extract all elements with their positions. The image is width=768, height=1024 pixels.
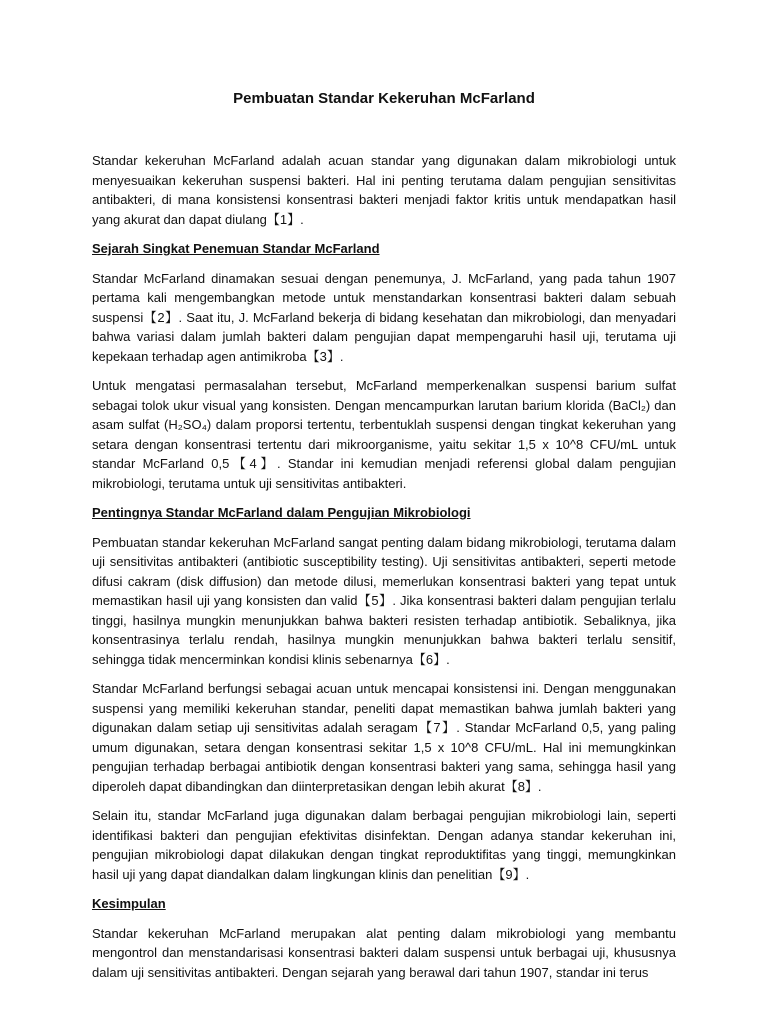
section-heading: Pentingnya Standar McFarland dalam Pengujian Mikrobiologi <box>92 505 471 520</box>
section-heading: Kesimpulan <box>92 896 166 911</box>
paragraph: Standar McFarland dinamakan sesuai dengan penemunya, J. McFarland, yang pada tahun 1907 pertama kali mengembangkan metode untuk menstandarkan konsentrasi bakteri dalam sebuah suspensi【2】. Saat itu, J. McFarland bekerja di bidang kesehatan dan mikrobiologi, dan menyadari bahwa variasi dalam jumlah bakteri dalam pengujian dapat mempengaruhi hasil uji, terutama uji kepekaan terhadap agen antimikroba【3】. <box>92 270 676 364</box>
paragraph: Pembuatan standar kekeruhan McFarland sangat penting dalam bidang mikrobiologi, terutama dalam uji sensitivitas antibakteri (antibiotic susceptibility testing). Uji sensitivitas antibakteri, seperti metode difusi cakram (disk diffusion) dan metode dilusi, memerlukan konsentrasi bakteri yang tepat untuk memastikan hasil uji yang konsisten dan valid【5】. Jika konsentrasi bakteri dalam pengujian terlalu tinggi, hasilnya mungkin menunjukkan bahwa bakteri resisten terhadap antibiotik. Sebaliknya, jika konsentrasinya terlalu rendah, hasilnya mungkin menunjukkan bahwa bakteri terlalu sensitif, sehingga tidak mencerminkan kondisi klinis sebenarnya【6】. <box>92 534 676 667</box>
paragraph: Standar kekeruhan McFarland adalah acuan standar yang digunakan dalam mikrobiologi untuk menyesuaikan kekeruhan suspensi bakteri. Hal ini penting terutama dalam pengujian sensitivitas antibakteri, di mana konsistensi konsentrasi bakteri menjadi faktor kritis untuk mendapatkan hasil yang akurat dan dapat diulang【1】. <box>92 153 676 227</box>
document-title: Pembuatan Standar Kekeruhan McFarland <box>233 90 535 107</box>
paragraph: Selain itu, standar McFarland juga digunakan dalam berbagai pengujian mikrobiologi lain, seperti identifikasi bakteri dan pengujian efektivitas disinfektan. Dengan adanya standar kekeruhan ini, pengujian mikrobiologi dapat dilakukan dengan tingkat reproduktifitas yang tinggi, memungkinkan hasil uji yang dapat diandalkan dalam lingkungan klinis dan penelitian【9】. <box>92 808 676 882</box>
paragraph: Standar McFarland berfungsi sebagai acuan untuk mencapai konsistensi ini. Dengan menggunakan suspensi yang memiliki kekeruhan standar, peneliti dapat memastikan bahwa jumlah bakteri yang digunakan dalam setiap uji sensitivitas adalah seragam【7】. Standar McFarland 0,5, yang paling umum digunakan, setara dengan konsentrasi sekitar 1,5 x 10^8 CFU/mL. Hal ini memungkinkan pengujian terhadap berbagai antibiotik dengan konsentrasi bakteri yang sama, sehingga hasil yang diperoleh dapat dibandingkan dan diinterpretasikan dengan lebih akurat【8】. <box>92 681 676 794</box>
document-body <box>92 151 676 992</box>
paragraph: Standar kekeruhan McFarland merupakan alat penting dalam mikrobiologi yang membantu mengontrol dan menstandarisasi konsentrasi bakteri dalam suspensi untuk berbagai uji, khususnya dalam uji sensitivitas antibakteri. Dengan sejarah yang berawal dari tahun 1907, standar ini terus <box>92 925 676 980</box>
section-heading: Sejarah Singkat Penemuan Standar McFarland <box>92 241 380 256</box>
paragraph: Untuk mengatasi permasalahan tersebut, McFarland memperkenalkan suspensi barium sulfat sebagai tolok ukur visual yang konsisten. Dengan mencampurkan larutan barium klorida (BaCl₂) dan asam sulfat (H₂SO₄) dalam proporsi tertentu, terbentuklah suspensi dengan tingkat kekeruhan yang setara dengan konsentrasi tertentu dari mikroorganisme, yaitu sekitar 1,5 x 10^8 CFU/mL untuk standar McFarland 0,5【4】. Standar ini kemudian menjadi referensi global dalam pengujian mikrobiologi, terutama untuk uji sensitivitas antibakteri. <box>92 378 676 491</box>
